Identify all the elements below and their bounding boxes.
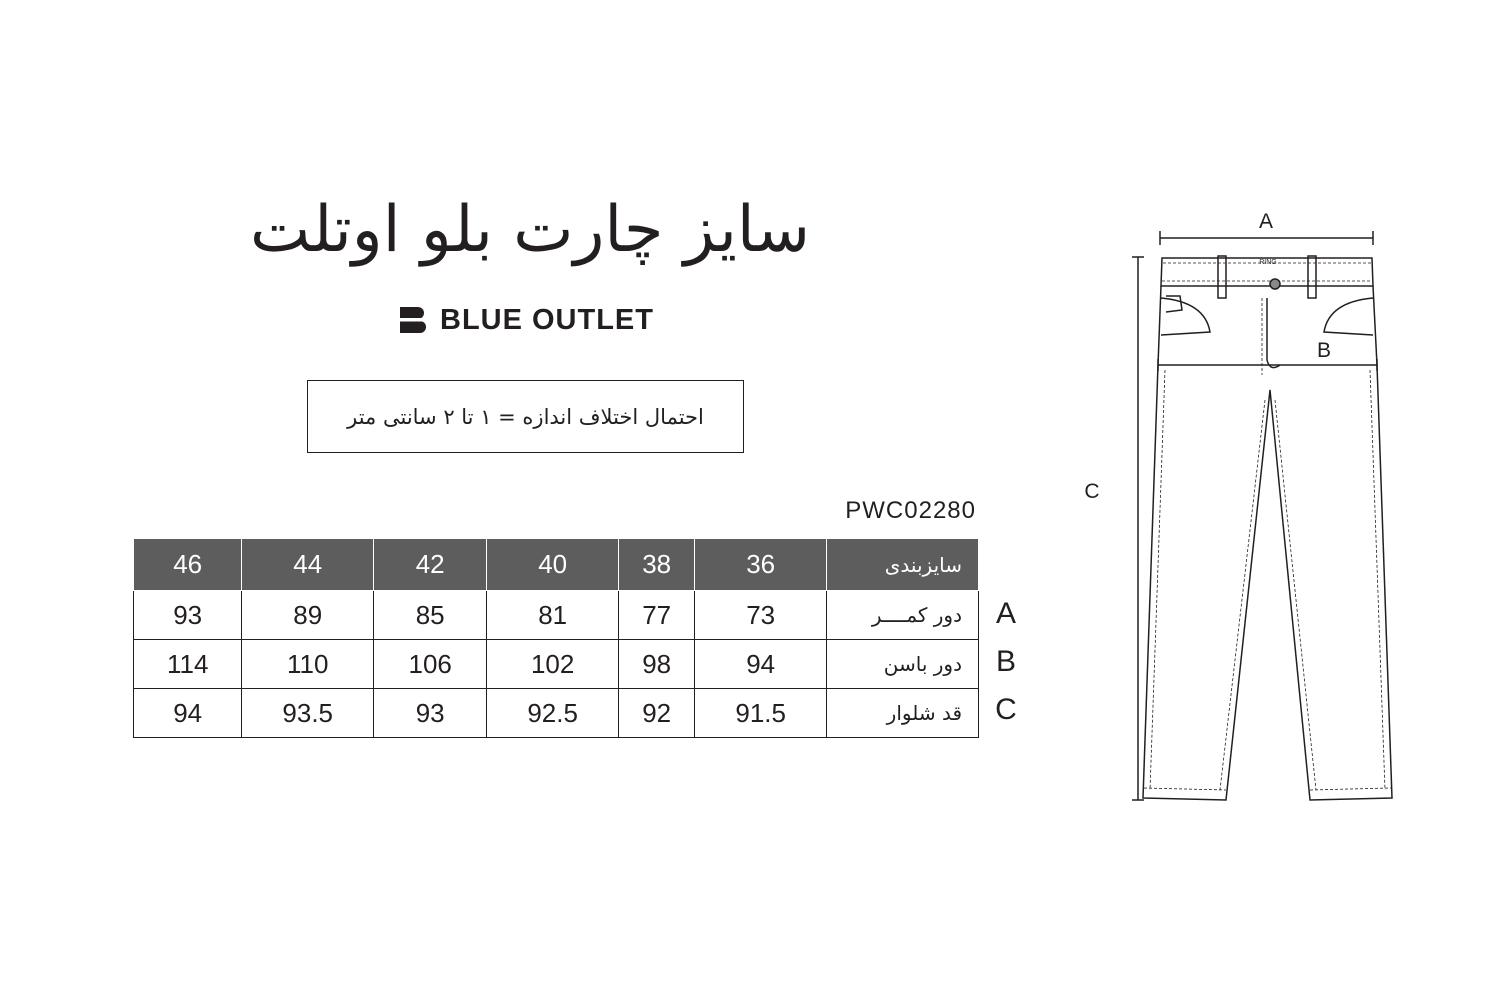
table-cell: 110 (242, 640, 374, 689)
table-cell: 93 (374, 689, 487, 738)
size-header-cell: 38 (618, 539, 694, 591)
page-title: سایز چارت بلو اوتلت (249, 193, 811, 267)
brand-name: BLUE OUTLET (440, 303, 654, 336)
blue-outlet-logo-icon (400, 307, 428, 333)
row-letter: B (995, 645, 1016, 678)
table-row-length (134, 689, 979, 738)
table-cell: 92 (618, 689, 694, 738)
tolerance-note: احتمال اختلاف اندازه = ۱ تا ۲ سانتی متر (347, 404, 704, 429)
row-label: دور باسن (827, 640, 979, 689)
tolerance-note-box (307, 380, 744, 453)
hip-label: B (1316, 339, 1332, 362)
length-label: C (1084, 480, 1100, 503)
table-cell: 94 (134, 689, 242, 738)
table-cell: 114 (134, 640, 242, 689)
table-cell: 89 (242, 591, 374, 640)
table-cell: 73 (695, 591, 827, 640)
size-header-cell: 46 (134, 539, 242, 591)
size-header-cell: 44 (242, 539, 374, 591)
table-row-waist (134, 591, 979, 640)
table-cell: 94 (695, 640, 827, 689)
size-header-row (134, 539, 979, 591)
waist-label: A (1258, 210, 1274, 233)
row-letter: A (995, 597, 1016, 630)
size-header-label: سایزبندی (827, 539, 979, 591)
size-header-cell: 36 (695, 539, 827, 591)
row-letter: C (995, 693, 1017, 726)
table-cell: 85 (374, 591, 487, 640)
pants-diagram-icon (1070, 200, 1490, 820)
table-cell: 92.5 (487, 689, 619, 738)
row-letters (990, 590, 1022, 734)
table-row-hip (134, 640, 979, 689)
size-header-cell: 42 (374, 539, 487, 591)
row-label: قد شلوار (827, 689, 979, 738)
table-cell: 91.5 (695, 689, 827, 738)
button (1270, 279, 1280, 289)
table-cell: 106 (374, 640, 487, 689)
table-cell: 93.5 (242, 689, 374, 738)
garment-brand-label: RING (1259, 259, 1277, 266)
size-table (133, 538, 979, 738)
size-header-cell: 40 (487, 539, 619, 591)
table-cell: 81 (487, 591, 619, 640)
row-label: دور کمــــر (827, 591, 979, 640)
table-cell: 93 (134, 591, 242, 640)
brand (400, 302, 654, 338)
table-cell: 77 (618, 591, 694, 640)
table-cell: 98 (618, 640, 694, 689)
table-cell: 102 (487, 640, 619, 689)
product-code: PWC02280 (845, 497, 976, 524)
